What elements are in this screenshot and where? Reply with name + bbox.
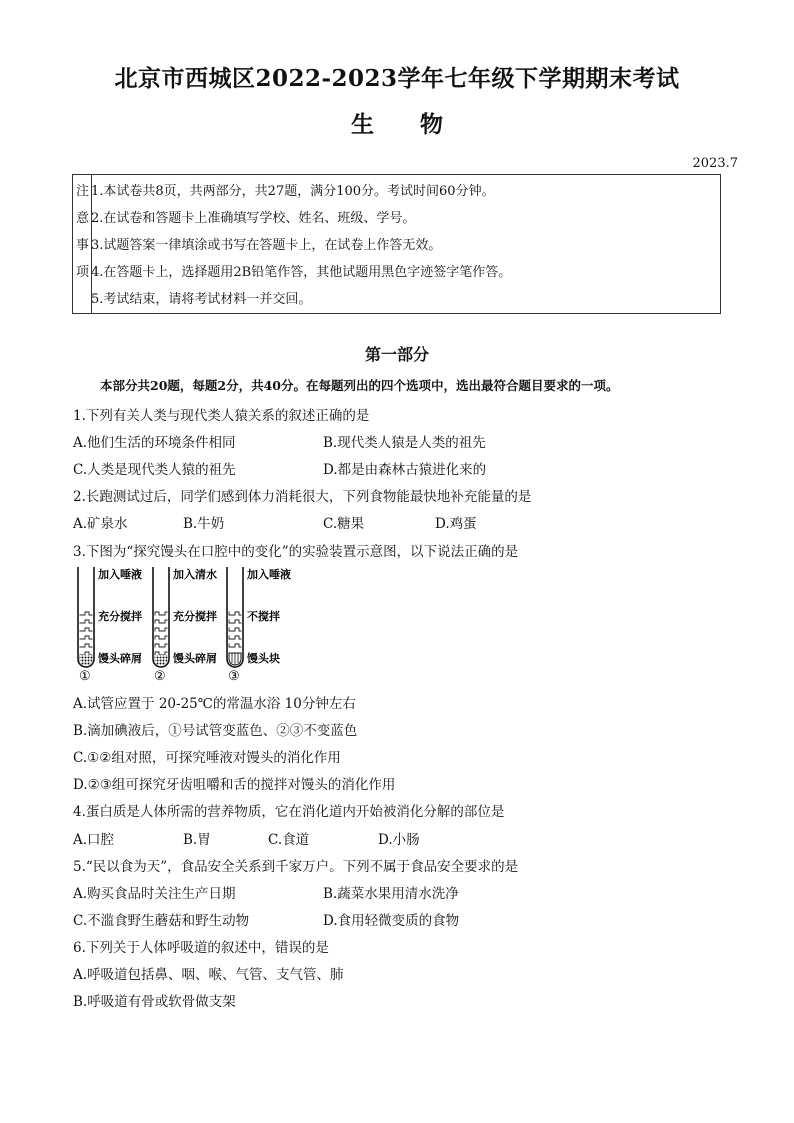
question-stem: 6.下列关于人体呼吸道的叙述中，错误的是 — [73, 940, 329, 956]
option: D.小肠 — [378, 832, 420, 848]
tube-2-bottom-label: 馒头碎屑 — [173, 652, 217, 665]
notice-box — [72, 174, 721, 314]
notice-label-char: 事 — [76, 238, 90, 253]
option: C.①②组对照，可探究唾液对馒头的消化作用 — [73, 750, 341, 766]
notice-item: 5.考试结束，请将考试材料一并交回。 — [91, 292, 312, 307]
option: A.呼吸道包括鼻、咽、喉、气管、支气管、肺 — [73, 967, 344, 983]
option: B.胃 — [183, 832, 211, 848]
option: B.呼吸道有骨或软骨做支架 — [73, 994, 236, 1010]
test-tube-2 — [153, 567, 169, 667]
question-stem: 3.下图为“探究馒头在口腔中的变化”的实验装置示意图，以下说法正确的是 — [73, 544, 519, 560]
option: B.牛奶 — [183, 516, 225, 532]
option: C.糖果 — [323, 516, 365, 532]
tube-1-bottom-label: 馒头碎屑 — [98, 652, 142, 665]
option: D.食用轻微变质的食物 — [323, 913, 460, 929]
notice-item: 2.在试卷和答题卡上准确填写学校、姓名、班级、学号。 — [91, 211, 416, 226]
tube-1-top-label: 加入唾液 — [98, 568, 142, 581]
question-stem: 5.“民以食为天”，食品安全关系到千家万户。下列不属于食品安全要求的是 — [73, 859, 519, 875]
experiment-figure — [72, 563, 312, 685]
notice-item: 1.本试卷共8页，共两部分，共27题，满分100分。考试时间60分钟。 — [91, 184, 495, 199]
question-stem: 2.长跑测试过后，同学们感到体力消耗很大，下列食物能最快地补充能量的是 — [73, 489, 532, 505]
tube-2-top-label: 加入清水 — [173, 568, 217, 581]
notice-label-char: 项 — [76, 265, 90, 280]
option: B.滴加碘液后，①号试管变蓝色、②③不变蓝色 — [73, 723, 358, 739]
question-stem: 1.下列有关人类与现代类人猿关系的叙述正确的是 — [73, 408, 370, 424]
option: D.②③组可探究牙齿咀嚼和舌的搅拌对馒头的消化作用 — [73, 777, 396, 793]
tube-2-number: ② — [154, 669, 166, 684]
subject-char: 生 — [351, 111, 374, 138]
test-tube-1 — [78, 567, 94, 667]
option: A.试管应置于 20-25℃的常温水浴 10分钟左右 — [73, 696, 356, 712]
notice-item: 3.试题答案一律填涂或书写在答题卡上，在试卷上作答无效。 — [91, 238, 442, 253]
tube-1-number: ① — [79, 669, 91, 684]
option: B.现代类人猿是人类的祖先 — [323, 435, 486, 451]
test-tube-3 — [227, 567, 243, 667]
option: C.食道 — [268, 832, 310, 848]
option: C.人类是现代类人猿的祖先 — [73, 462, 236, 478]
tube-1-mid-label: 充分搅拌 — [98, 610, 142, 623]
option: C.不滥食野生蘑菇和野生动物 — [73, 913, 250, 929]
section-instructions: 本部分共20题，每题2分，共40分。在每题列出的四个选项中，选出最符合题目要求的一项。 — [100, 378, 619, 393]
subject-char: 物 — [420, 111, 443, 138]
question-stem: 4.蛋白质是人体所需的营养物质，它在消化道内开始被消化分解的部位是 — [73, 804, 505, 820]
page-title: 北京市西城区2022-2023学年七年级下学期期末考试 — [114, 65, 680, 92]
exam-date: 2023.7 — [692, 156, 738, 171]
tube-3-bottom-label: 馒头块 — [247, 652, 280, 665]
subject-title — [0, 106, 794, 139]
tube-3-top-label: 加入唾液 — [247, 568, 291, 581]
option: A.购买食品时关注生产日期 — [73, 886, 236, 902]
tube-3-mid-label: 不搅拌 — [247, 610, 280, 623]
section-title: 第一部分 — [364, 345, 429, 364]
tube-2-mid-label: 充分搅拌 — [173, 610, 217, 623]
option: D.都是由森林古猿进化来的 — [323, 462, 487, 478]
notice-item: 4.在答题卡上，选择题用2B铅笔作答，其他试题用黑色字迹签字笔作答。 — [91, 265, 512, 280]
notice-label — [73, 175, 92, 313]
notice-label-char: 意 — [76, 211, 90, 226]
option: A.他们生活的环境条件相同 — [73, 435, 236, 451]
option: B.蔬菜水果用清水洗净 — [323, 886, 459, 902]
notice-label-char: 注 — [76, 184, 90, 199]
option: A.口腔 — [73, 832, 115, 848]
option: A.矿泉水 — [73, 516, 128, 532]
option: D.鸡蛋 — [435, 516, 477, 532]
tube-3-number: ③ — [228, 669, 240, 684]
